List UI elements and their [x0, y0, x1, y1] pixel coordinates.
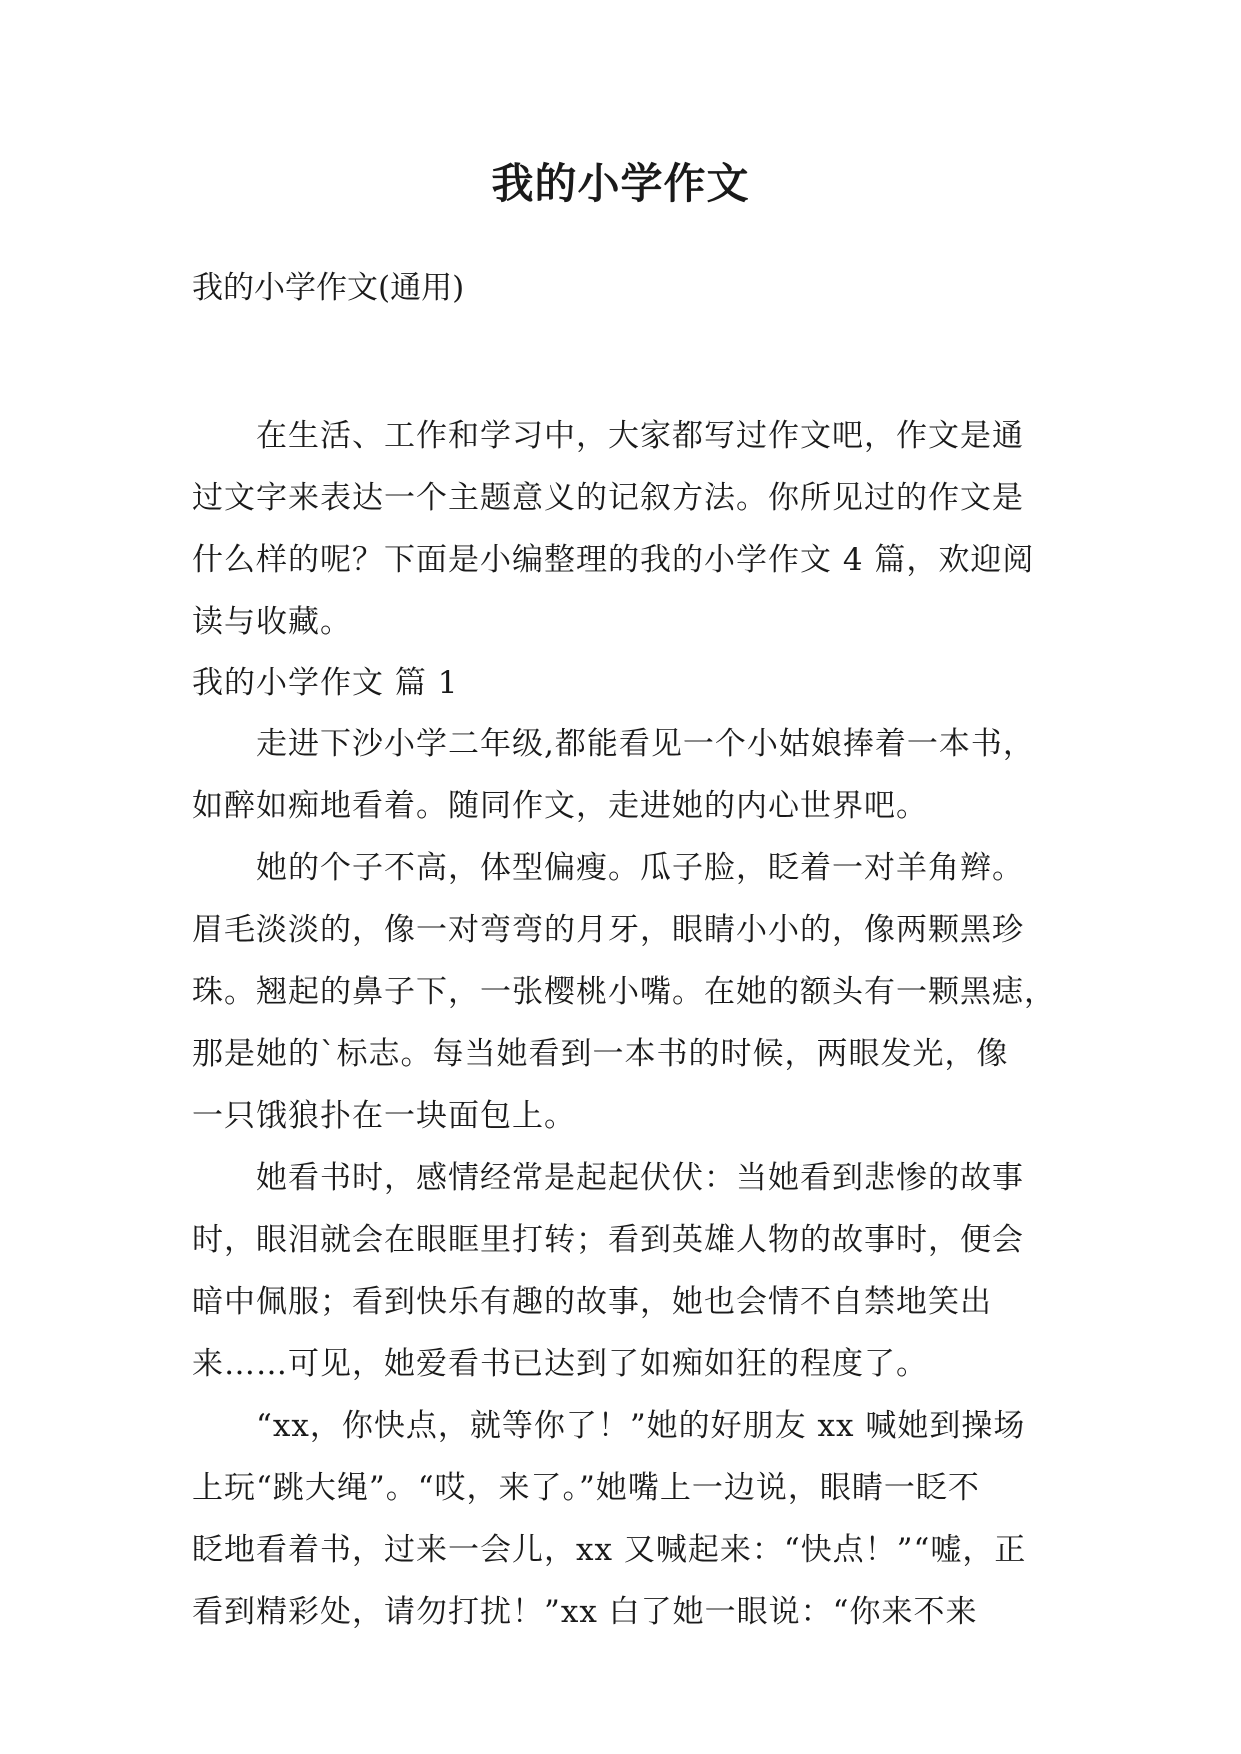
- text-line: 她的个子不高，体型偏瘦。瓜子脸，眨着一对羊角辫。: [192, 850, 1024, 886]
- document-subtitle: 我的小学作文(通用): [192, 270, 465, 306]
- text-line: 来……可见，她爱看书已达到了如痴如狂的程度了。: [192, 1346, 928, 1382]
- text-line: 眉毛淡淡的，像一对弯弯的月牙，眼睛小小的，像两颗黑珍: [192, 912, 1024, 948]
- text-line: 那是她的`标志。每当她看到一本书的时候，两眼发光，像: [192, 1036, 1009, 1072]
- text-line: 她看书时，感情经常是起起伏伏：当她看到悲惨的故事: [192, 1160, 1024, 1196]
- text-line: 在生活、工作和学习中，大家都写过作文吧，作文是通: [192, 418, 1024, 454]
- text-line: 暗中佩服；看到快乐有趣的故事，她也会情不自禁地笑出: [192, 1284, 992, 1320]
- text-line: 读与收藏。: [192, 604, 352, 640]
- text-line: 上玩“跳大绳”。“哎，来了。”她嘴上一边说，眼睛一眨不: [192, 1470, 980, 1506]
- document-body: [192, 405, 1056, 1643]
- text-line: 珠。翘起的鼻子下，一张樱桃小嘴。在她的额头有一颗黑痣，: [192, 974, 1056, 1010]
- text-line: 一只饿狼扑在一块面包上。: [192, 1098, 576, 1134]
- text-line: 时，眼泪就会在眼眶里打转；看到英雄人物的故事时，便会: [192, 1222, 1024, 1258]
- text-line: 过文字来表达一个主题意义的记叙方法。你所见过的作文是: [192, 480, 1024, 516]
- text-line: 什么样的呢？下面是小编整理的我的小学作文 4 篇，欢迎阅: [192, 542, 1035, 578]
- text-line: 如醉如痴地看着。随同作文，走进她的内心世界吧。: [192, 788, 928, 824]
- section-heading: 我的小学作文 篇 1: [192, 665, 459, 701]
- text-line: 眨地看着书，过来一会儿，xx 又喊起来：“快点！”“嘘，正: [192, 1532, 1027, 1568]
- text-line: “xx，你快点，就等你了！”她的好朋友 xx 喊她到操场: [192, 1408, 1026, 1444]
- text-line: 看到精彩处，请勿打扰！”xx 白了她一眼说：“你来不来: [192, 1594, 978, 1630]
- document-title: 我的小学作文: [491, 159, 750, 208]
- text-line: 走进下沙小学二年级,都能看见一个小姑娘捧着一本书，: [192, 726, 1035, 762]
